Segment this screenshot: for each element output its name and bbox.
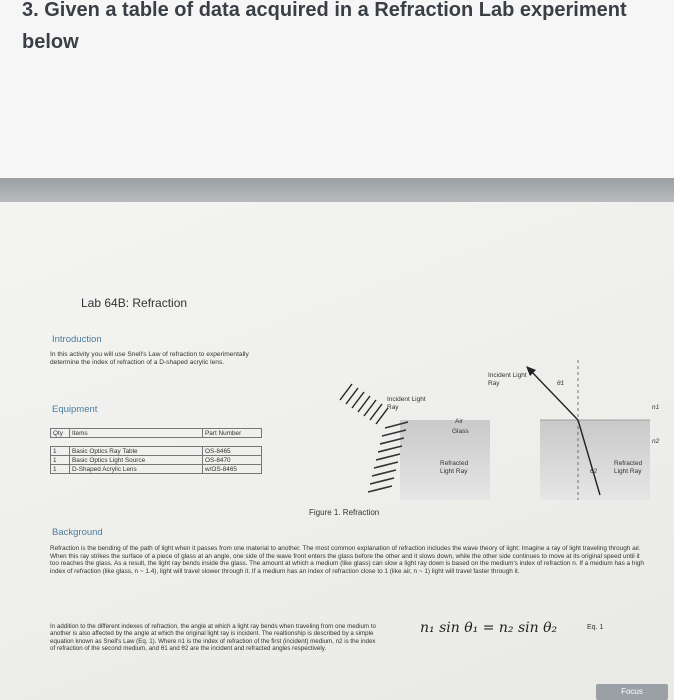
question-title: 3. Given a table of data acquired in a Refraction Lab experiment below [22, 0, 627, 53]
incident-label-right: Incident Light Ray [488, 372, 527, 387]
introduction-text: In this activity you will use Snell's Law of refraction to experimentally determine the index of refraction of a D-shaped acrylic lens. [50, 351, 249, 366]
refracted-label-right: Refracted Light Ray [614, 460, 643, 475]
table-header-row [51, 429, 262, 438]
divider-bar [0, 178, 674, 202]
figure-caption: Figure 1. Refraction [309, 508, 380, 517]
incident-wavefronts-icon [340, 384, 388, 424]
item-cell: Basic Optics Ray Table [70, 447, 203, 456]
air-label: Air [455, 418, 463, 425]
refraction-figure [290, 350, 670, 510]
focus-button[interactable]: Focus [596, 684, 668, 700]
incident-ray-icon [530, 370, 578, 420]
table-row [51, 456, 262, 465]
equipment-table [50, 428, 262, 474]
n1-label: n1 [652, 404, 660, 411]
n2-label: n2 [652, 438, 660, 445]
part-number-cell: OS-8465 [203, 447, 262, 456]
header-qty: Qty [51, 429, 70, 438]
equation-label: Eq. 1 [587, 624, 604, 631]
introduction-heading: Introduction [52, 334, 102, 345]
table-row [51, 447, 262, 456]
qty-cell: 1 [51, 465, 70, 474]
background-text: Refraction is the bending of the path of light when it passes from one material to another. The most common explanation of refraction includes the wave theory of light: Imagine a ray of light traveling through air. When this ray strikes the surface of a piece of glass at an angle, one side of the wave front enters the glass before the other and it slows down, while the other side continues to move at its original speed until it too reaches the glass. As a result, the light ray bends inside the glass. The amount at which a medium (like glass) can slow a light ray down is based on the medium's index of refraction n. If a medium has a high index of refraction (like glass, n ~ 1.4), light will travel slower through it. If a medium has an index of refraction close to 1 (like air, n ~ 1) light will travel faster through it. [50, 545, 644, 575]
lab-title: Lab 64B: Refraction [81, 296, 188, 310]
theta1-label: θ1 [557, 380, 565, 387]
addition-text: In addition to the different indexes of refraction, the angle at which a light ray bends when traveling from one medium to another is also affected by the angle at which the original light ray is incident. The realtionship is described by a simple equation known as Snell's Law (Eq. 1). Where n1 is the index of refraction of the first (incident) medium, n2 is the index of refraction of the second medium, and θ1 and θ2 are the incident and refracted angles respectively. [50, 623, 376, 653]
snells-law-equation: n₁ sin θ₁ = n₂ sin θ₂ [420, 620, 558, 636]
qty-cell: 1 [51, 456, 70, 465]
question-card [0, 0, 674, 178]
background-heading: Background [52, 527, 103, 538]
part-number-cell: OS-8470 [203, 456, 262, 465]
header-part-number: Part Number [203, 429, 262, 438]
glass-label: Glass [452, 428, 469, 435]
incident-label-left: Incident Light Ray [387, 396, 426, 411]
equipment-heading: Equipment [52, 404, 98, 415]
item-cell: D-Shaped Acrylic Lens [70, 465, 203, 474]
qty-cell: 1 [51, 447, 70, 456]
refracted-label-left: Refracted Light Ray [440, 460, 469, 475]
part-number-cell: w/OS-8465 [203, 465, 262, 474]
theta2-label: θ2 [590, 468, 598, 475]
table-row [51, 465, 262, 474]
header-items: Items [70, 429, 203, 438]
item-cell: Basic Optics Light Source [70, 456, 203, 465]
